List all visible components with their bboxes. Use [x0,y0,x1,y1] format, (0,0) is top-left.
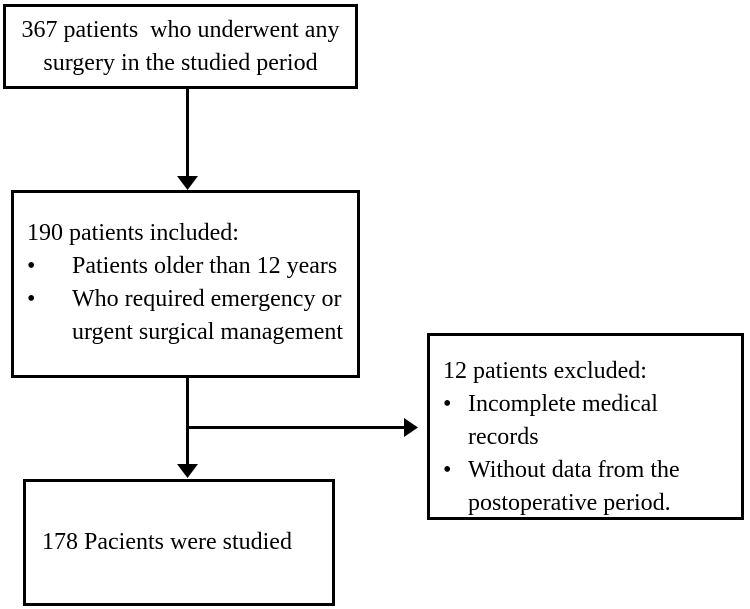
arrowhead-down-icon [177,464,198,478]
box-included-heading: 190 patients included: [27,220,239,246]
excluded-bullet-item [443,388,737,454]
bullet-icon: • [27,253,36,279]
included-bullet-item [27,250,353,283]
bullet-line: Patients older than 12 years [72,253,338,279]
included-bullet-text [72,250,353,283]
box-total-line: 367 patients who underwent any [21,16,340,43]
box-total-patients [3,4,358,89]
bullet-line: urgent surgical management [72,319,344,345]
excluded-bullet-text [468,454,737,520]
arrowhead-down-icon [177,176,198,190]
bullet-line: postoperative period. [468,490,671,516]
box-excluded-patients [427,333,744,520]
bullet-icon: • [443,391,452,417]
bullet-line: Who required emergency or [72,286,342,312]
box-studied-text: 178 Pacients were studied [42,529,292,555]
bullet-icon: • [443,457,452,483]
bullet-line: Without data from the [468,457,680,483]
excluded-bullet-item [443,454,737,520]
included-bullet-item [27,283,353,349]
box-included-patients [11,190,360,378]
arrowhead-right-icon [404,418,418,437]
box-total-line: surgery in the studied period [43,49,318,76]
excluded-bullet-text [468,388,737,454]
bullet-line: records [468,424,539,450]
box-studied-patients [23,479,335,606]
box-excluded-heading: 12 patients excluded: [443,358,647,384]
included-bullet-text [72,283,353,349]
bullet-icon: • [27,286,36,312]
bullet-line: Incomplete medical [468,391,658,417]
